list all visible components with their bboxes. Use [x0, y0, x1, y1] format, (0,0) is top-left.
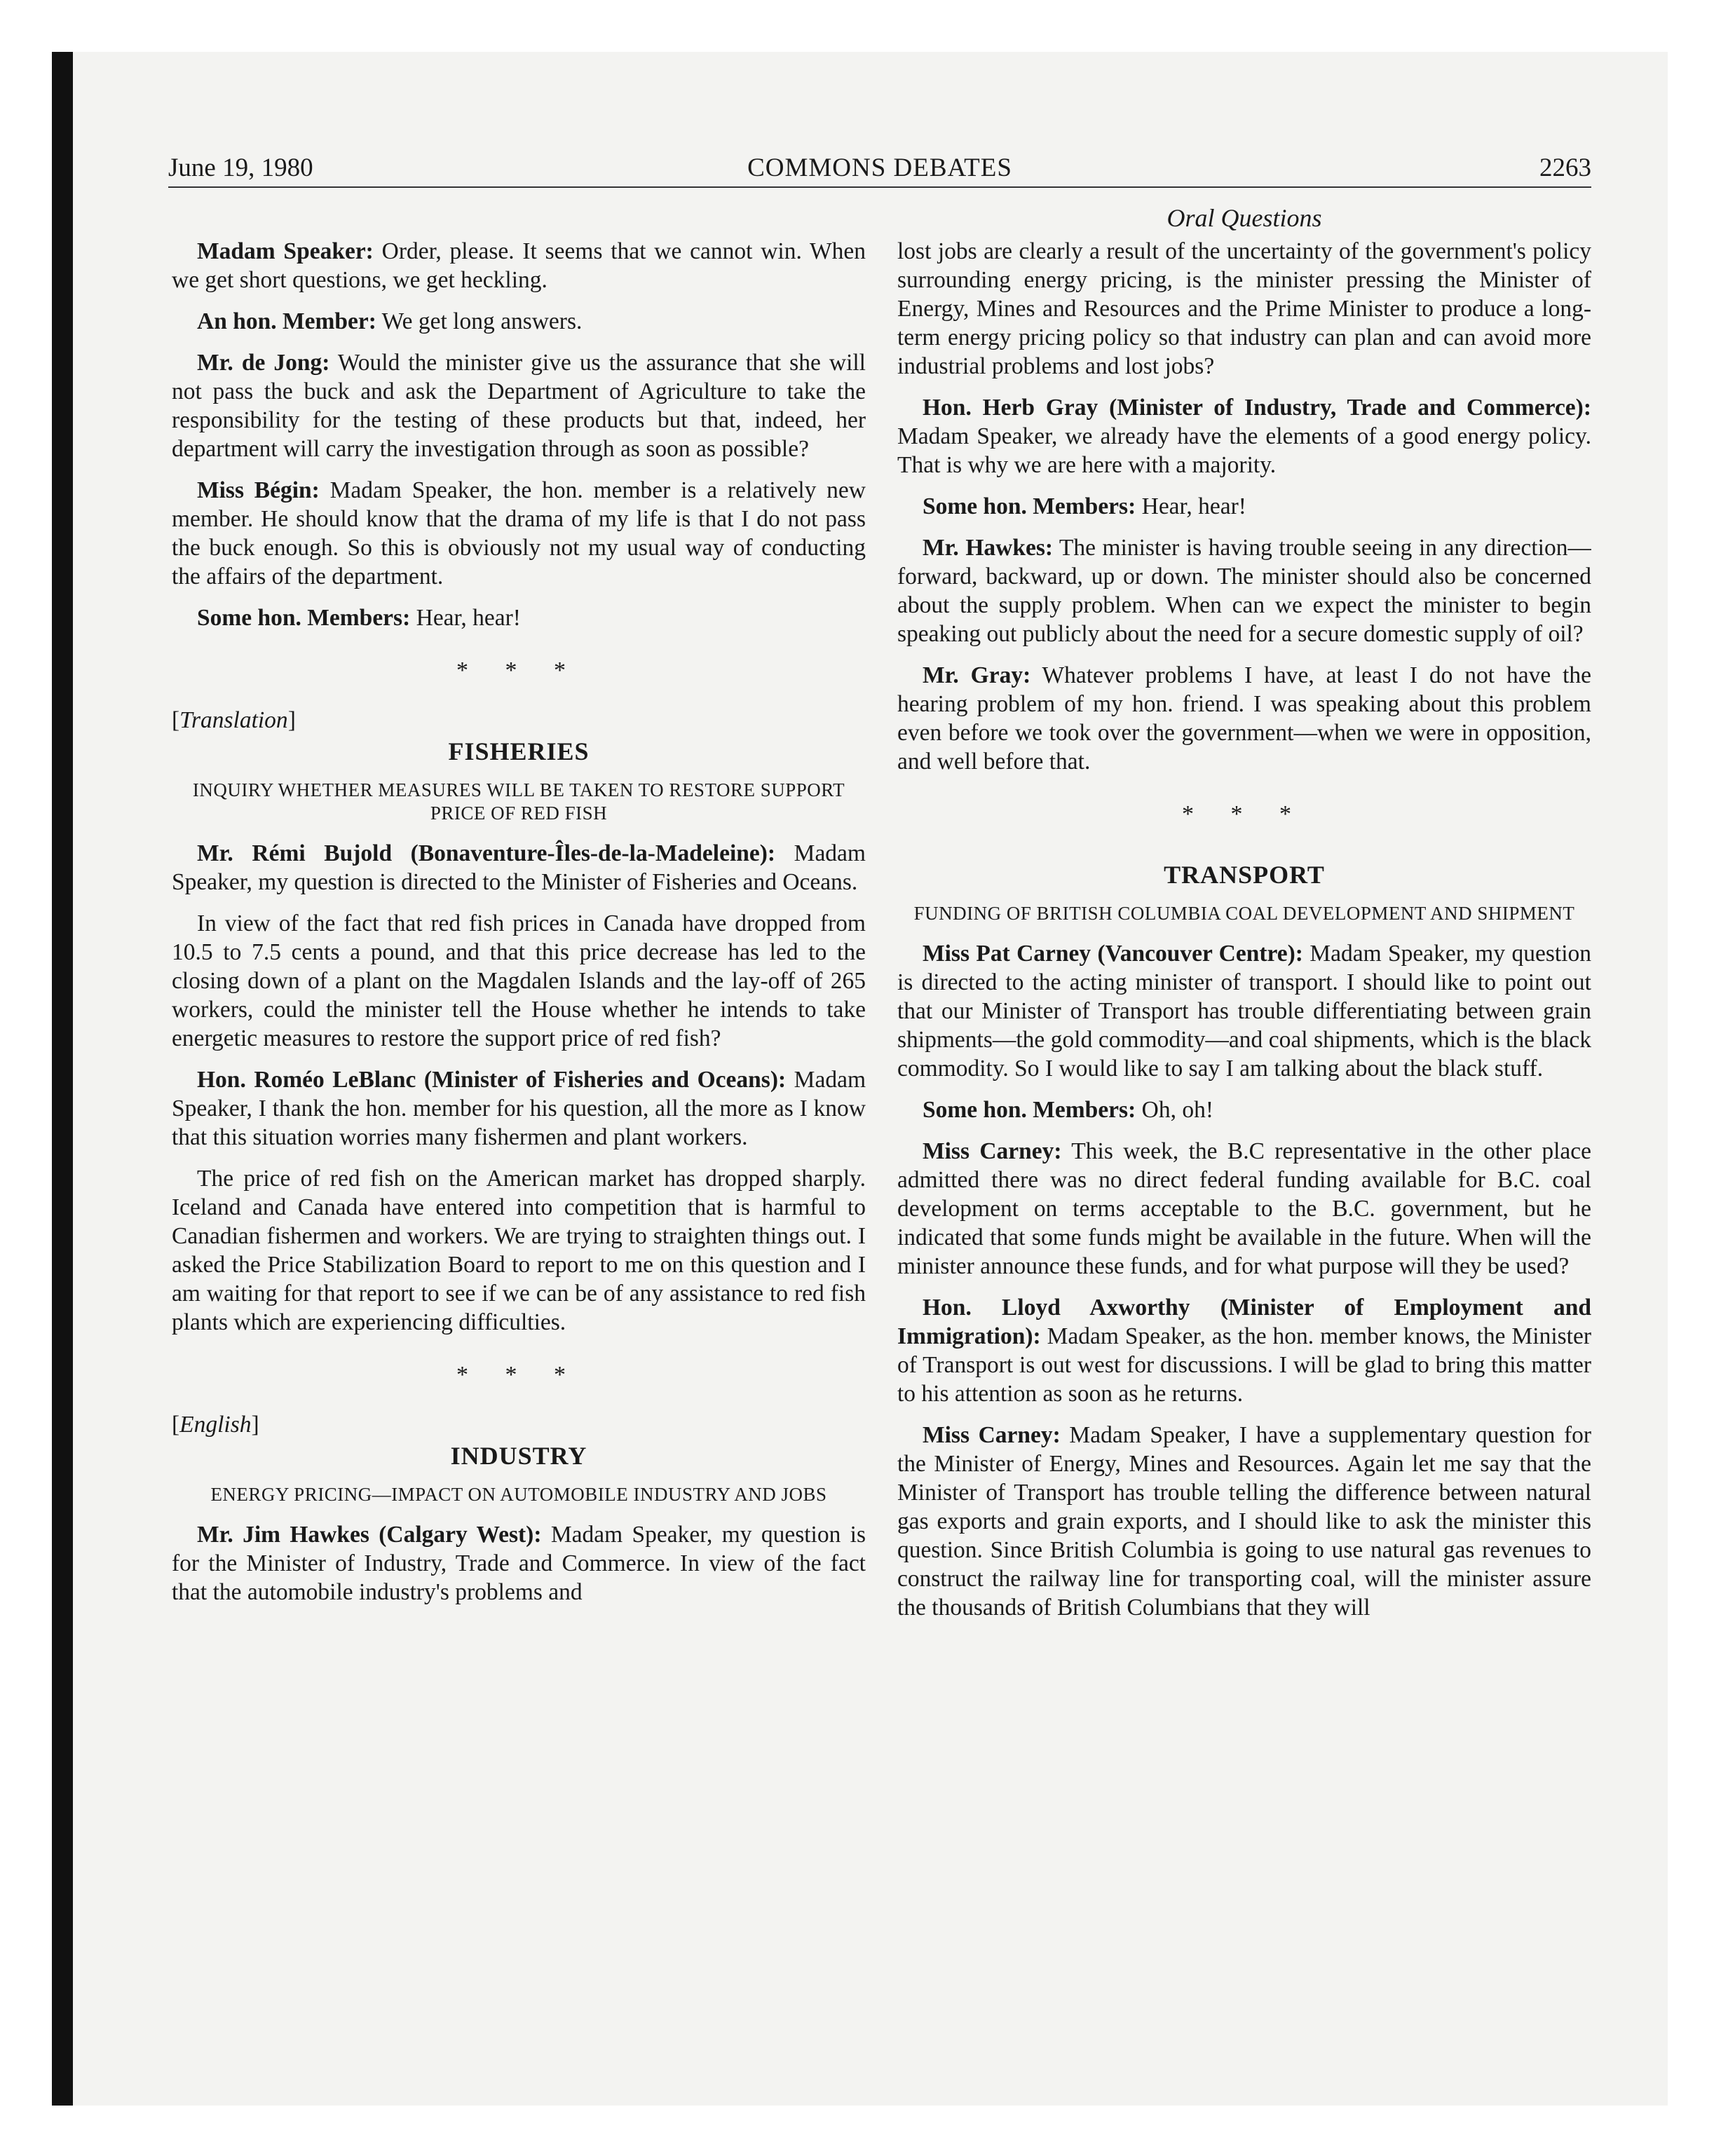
speech-text: Oh, oh!: [1136, 1097, 1213, 1123]
speaker-name: Mr. Gray:: [923, 662, 1031, 688]
speaker-name: Miss Bégin:: [197, 477, 320, 503]
paragraph: lost jobs are clearly a result of the uncertainty of the government's policy surrounding energy pricing, is the minister pressing the Minister of Energy, Mines and Resources and the Prime Minister to produce a long-term energy pricing policy so that industry can plan and can avoid more industrial problems and lost jobs?: [897, 238, 1591, 379]
speech-text: Would the minister give us the assurance that she will not pass the buck and ask the Department of Agriculture to take the responsibility for the testing of these products but that, indeed, her department will carry the investigation through as soon as possible?: [172, 350, 866, 462]
speech-text: Madam Speaker, we already have the elements of a good energy policy. That is why we are here with a majority.: [897, 423, 1591, 478]
language-note: [Translation]: [172, 707, 296, 733]
speaker-name: Hon. Lloyd Axworthy (Minister of Employment and Immigration):: [897, 1295, 1591, 1349]
paragraph: [172, 237, 866, 294]
section-heading: TRANSPORT: [1164, 861, 1325, 889]
speaker-name: Some hon. Members:: [923, 1097, 1136, 1123]
right-column: [897, 237, 1591, 1961]
speaker-name: Miss Pat Carney (Vancouver Centre):: [923, 941, 1303, 967]
speaker-name: Miss Carney:: [923, 1138, 1062, 1164]
speaker-name: Mr. Jim Hawkes (Calgary West):: [197, 1522, 542, 1548]
paragraph: In view of the fact that red fish prices in Canada have dropped from 10.5 to 7.5 cents a pound, and that this price decrease has led to the closing down of a plant on the Magdalen Islands and the lay-off of 265 workers, could the minister tell the House whether he intends to take energetic measures to restore the support price of red fish?: [172, 910, 866, 1051]
paragraph: [172, 476, 866, 591]
section-subheading: INQUIRY WHETHER MEASURES WILL BE TAKEN TO RESTORE SUPPORT PRICE OF RED FISH: [192, 779, 845, 824]
speech-text: Order, please. It seems that we cannot win. When we get short questions, we get heckling.: [172, 238, 866, 293]
language-note-text: English: [179, 1412, 252, 1438]
speech-text: Madam Speaker, as the hon. member knows, the Minister of Transport is out west for discussions. I will be glad to bring this matter to his attention as soon as he returns.: [897, 1323, 1591, 1407]
speech-text: Madam Speaker, I have a supplementary question for the Minister of Energy, Mines and Resources. Again let me say that the Minister of Transport has trouble telling the difference between natural gas exports and grain exports, and I should like to ask the minister this question. Since British Columbia is going to use natural gas revenues to construct the railway line for transporting coal, will the minister assure the thousands of British Columbians that they will: [897, 1422, 1591, 1621]
page-header: [168, 146, 1591, 188]
section-separator: * * *: [456, 1362, 581, 1388]
section-subheading: ENERGY PRICING—IMPACT ON AUTOMOBILE INDUSTRY AND JOBS: [210, 1484, 827, 1505]
paragraph: [897, 939, 1591, 1083]
paragraph: [172, 348, 866, 463]
speaker-name: An hon. Member:: [197, 308, 376, 334]
paragraph: [897, 492, 1591, 521]
section-label: Oral Questions: [1166, 204, 1322, 232]
paragraph: [172, 307, 866, 336]
paragraph: [172, 1520, 866, 1606]
header-date: June 19, 1980: [168, 153, 313, 182]
speech-text: Hear, hear!: [1136, 493, 1246, 519]
section-subheading: FUNDING OF BRITISH COLUMBIA COAL DEVELOPMENT AND SHIPMENT: [913, 903, 1575, 924]
speaker-name: Hon. Roméo LeBlanc (Minister of Fisheries and Oceans):: [197, 1067, 787, 1093]
speech-text: Madam Speaker, my question is directed to the acting minister of transport. I should like to point out that our Minister of Transport has trouble differentiating between grain shipments—the gold commodity—and coal shipments, which is the black commodity. So I would like to say I am talking about the black stuff.: [897, 941, 1591, 1082]
speaker-name: Mr. Rémi Bujold (Bonaventure-Îles-de-la-Madeleine):: [197, 840, 776, 866]
paragraph: [897, 1421, 1591, 1622]
language-note-text: Translation: [179, 707, 288, 733]
speech-text: This week, the B.C representative in the other place admitted there was no direct federal funding available for B.C. coal development on terms acceptable to the B.C. government, but he indicated that some funds might be available in the future. When will the minister announce these funds, and for what purpose will they be used?: [897, 1138, 1591, 1279]
paragraph: [172, 839, 866, 896]
paragraph: [897, 1137, 1591, 1281]
speaker-name: Miss Carney:: [923, 1422, 1061, 1448]
speaker-name: Mr. de Jong:: [197, 350, 330, 376]
section-heading: FISHERIES: [448, 737, 590, 765]
left-column: [172, 237, 866, 1961]
speaker-name: Some hon. Members:: [197, 605, 411, 631]
paragraph: [897, 533, 1591, 648]
speaker-name: Mr. Hawkes:: [923, 535, 1054, 561]
paragraph: [897, 393, 1591, 479]
scan-binding-edge: [52, 52, 73, 2106]
speech-text: Madam Speaker, I thank the hon. member for his question, all the more as I know that this situation worries many fishermen and plant workers.: [172, 1067, 866, 1150]
speech-text: Hear, hear!: [410, 605, 521, 631]
speech-text: The minister is having trouble seeing in any direction—forward, backward, up or down. The minister should also be concerned about the supply problem. When can we expect the minister to begin speaking out publicly about the need for a secure domestic supply of oil?: [897, 535, 1591, 647]
paragraph: [897, 1293, 1591, 1408]
language-note: [English]: [172, 1412, 259, 1438]
speaker-name: Some hon. Members:: [923, 493, 1136, 519]
paragraph: [172, 1065, 866, 1152]
speech-text: Madam Speaker, the hon. member is a relatively new member. He should know that the drama of my life is that I do not pass the buck enough. So this is obviously not my usual way of conducting the affairs of the department.: [172, 477, 866, 589]
speech-text: Madam Speaker, my question is directed to the Minister of Fisheries and Oceans.: [172, 840, 866, 895]
paragraph: [897, 661, 1591, 776]
section-separator: * * *: [456, 657, 581, 683]
header-page-number: 2263: [1539, 153, 1591, 182]
paragraph: [897, 1096, 1591, 1124]
speech-text: Whatever problems I have, at least I do not have the hearing problem of my hon. friend. I was speaking about this problem even before we took over the government—when we were in opposition, and well before that.: [897, 662, 1591, 775]
speech-text: Madam Speaker, my question is for the Minister of Industry, Trade and Commerce. In view of the fact that the automobile industry's problems and: [172, 1522, 866, 1605]
speaker-name: Hon. Herb Gray (Minister of Industry, Trade and Commerce):: [923, 395, 1591, 421]
paragraph: The price of red fish on the American market has dropped sharply. Iceland and Canada have entered into competition that is harmful to Canadian fishermen and workers. We are trying to straighten things out. I asked the Price Stabilization Board to report to me on this question and I am waiting for that report to see if we can be of any assistance to red fish plants which are experiencing difficulties.: [172, 1166, 866, 1335]
paragraph: [172, 603, 866, 632]
section-heading: INDUSTRY: [450, 1442, 587, 1470]
header-title: COMMONS DEBATES: [747, 153, 1012, 182]
speaker-name: Madam Speaker:: [197, 238, 374, 264]
section-separator: * * *: [1182, 801, 1307, 827]
speech-text: We get long answers.: [376, 308, 583, 334]
